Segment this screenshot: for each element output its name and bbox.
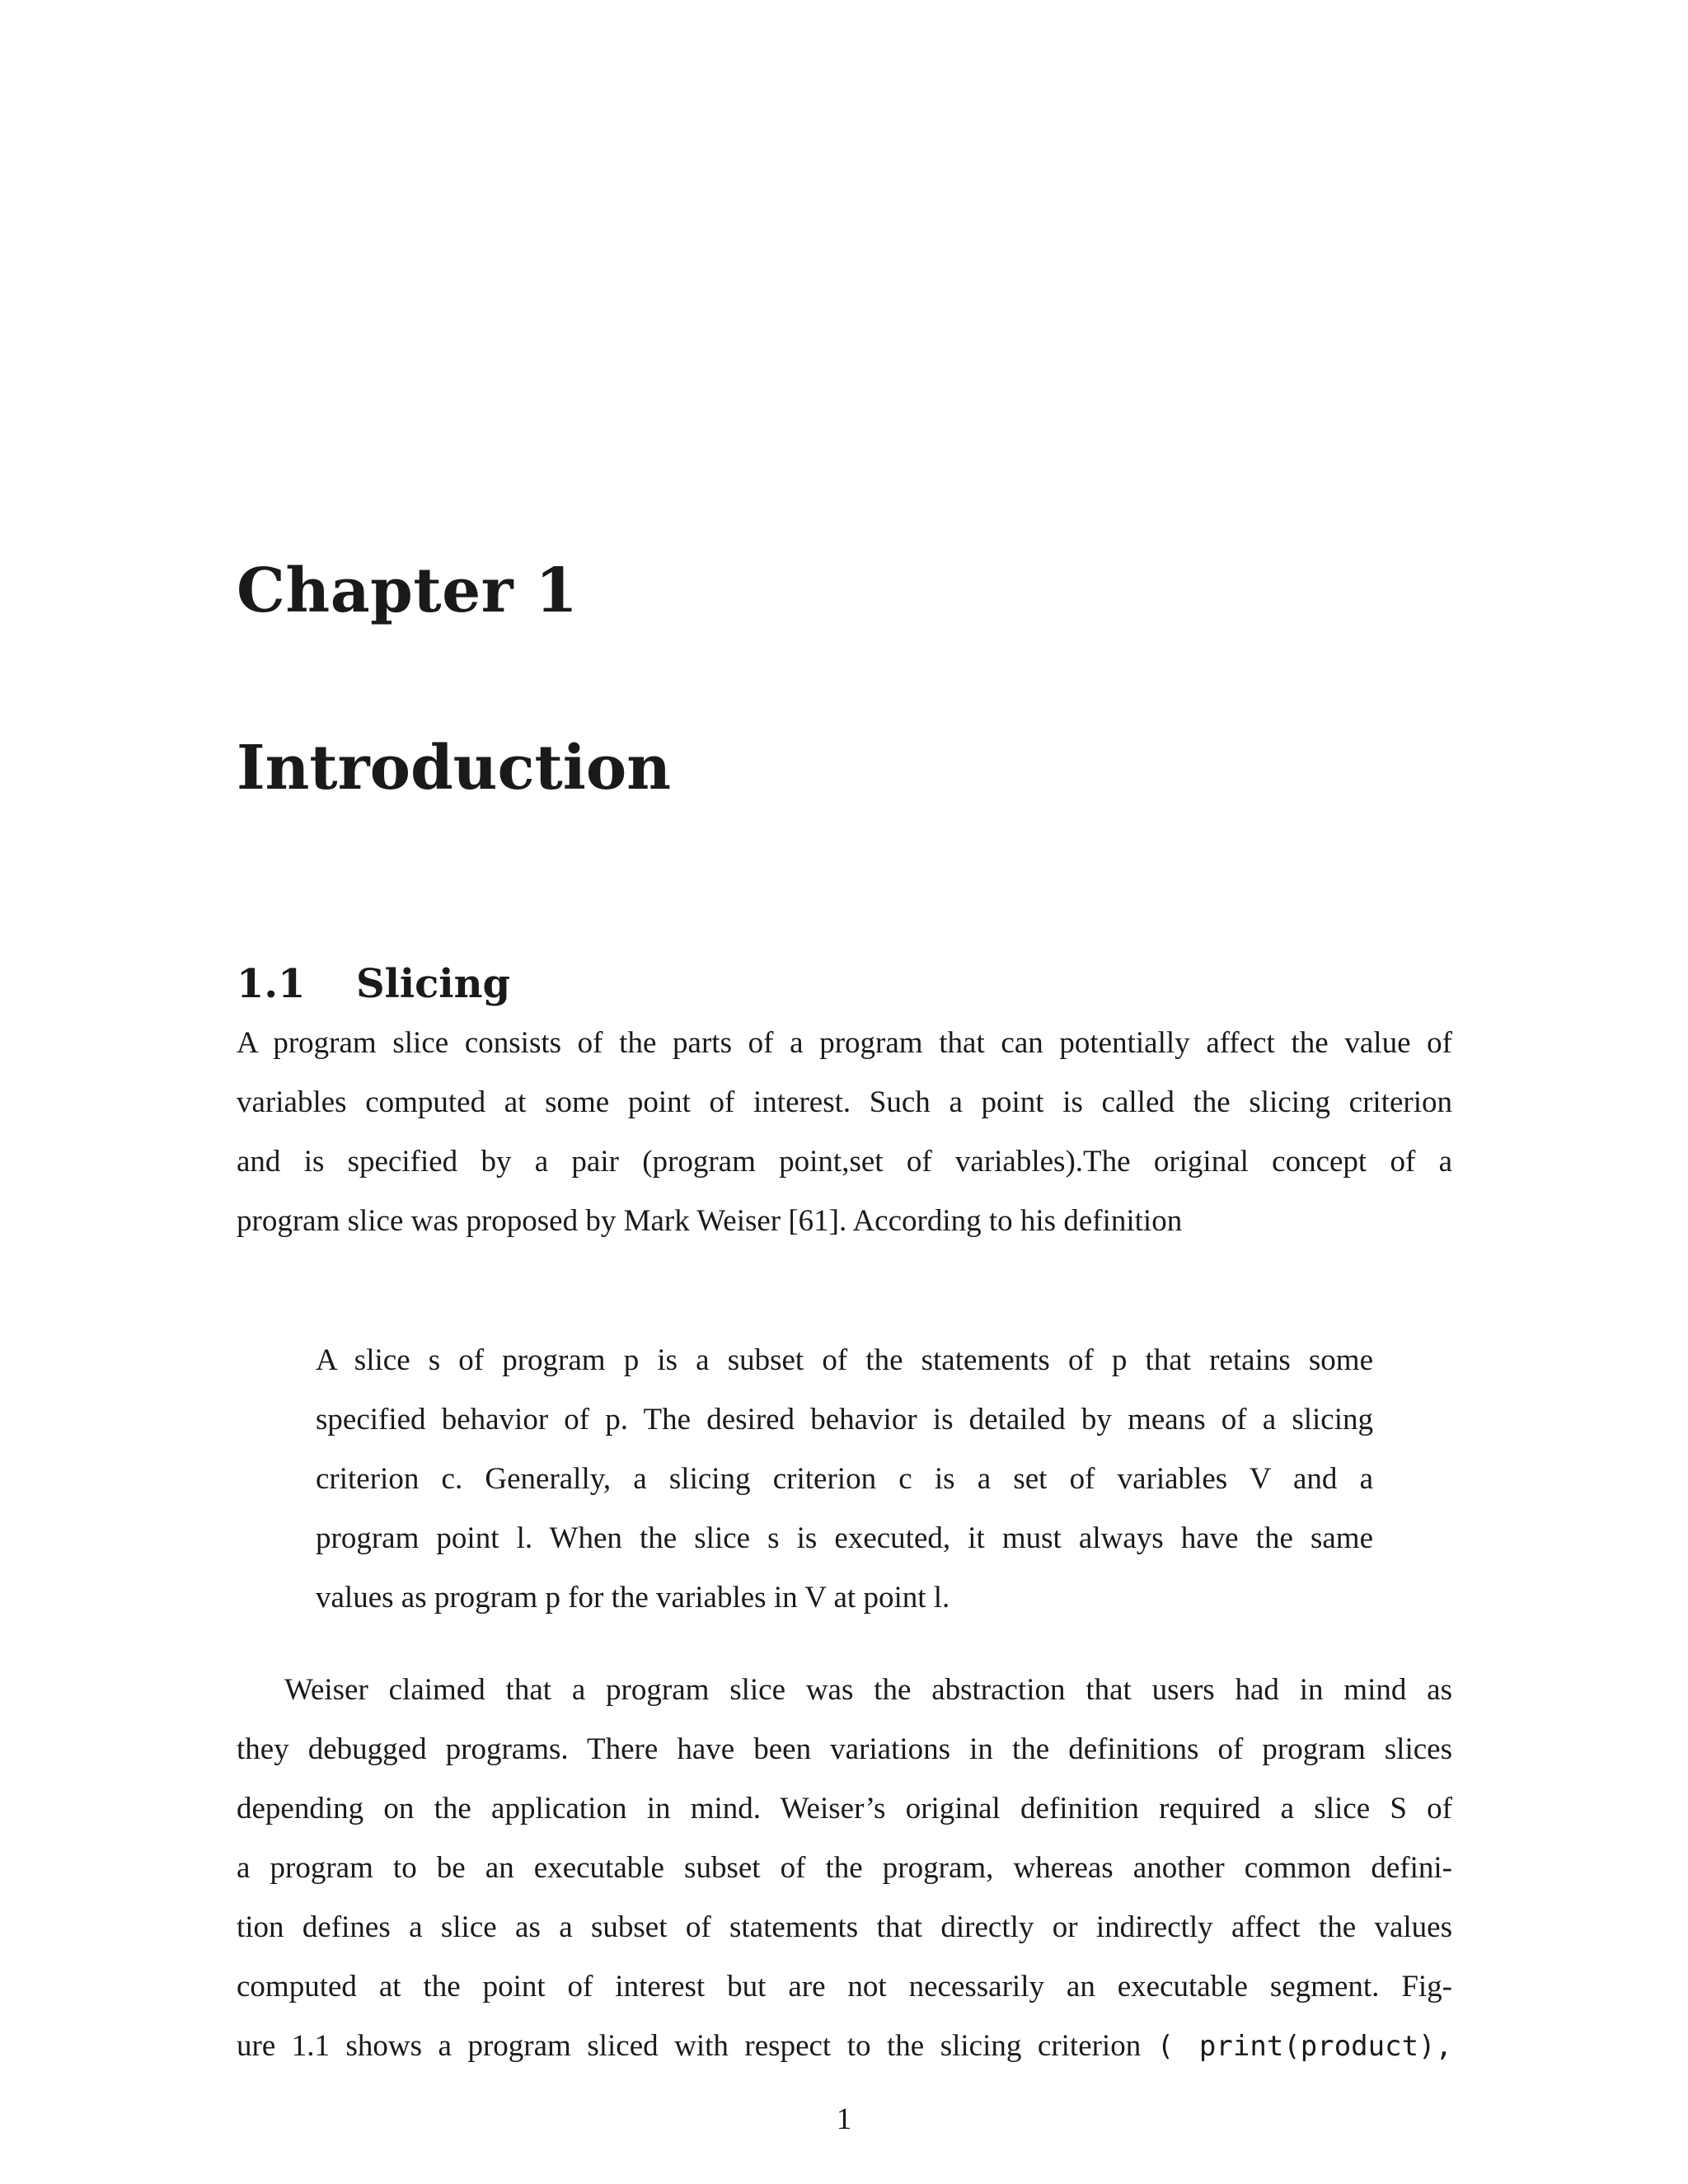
chapter-title: Introduction	[237, 733, 671, 804]
chapter-label: Chapter 1	[237, 555, 579, 626]
text-line: depending on the application in mind. Weiser’s original definition required a slice S of	[237, 1792, 1452, 1825]
text-line: A program slice consists of the parts of a program that can potentially affect the value of	[237, 1026, 1452, 1060]
text-line: Weiser claimed that a program slice was the abstraction that users had in mind as	[284, 1673, 1452, 1707]
section-heading	[237, 961, 511, 1007]
quote-line: specified behavior of p. The desired behavior is detailed by means of a slicing	[316, 1403, 1373, 1436]
paragraph-intro	[237, 1014, 1452, 1251]
section-title: Slicing	[356, 961, 511, 1007]
quote-line: A slice s of program p is a subset of the statements of p that retains some	[316, 1343, 1373, 1377]
text-line: and is specified by a pair (program point,set of variables).The original concept of a	[237, 1145, 1452, 1179]
code-fragment: ( print(product),	[1156, 2030, 1452, 2063]
text-line: a program to be an executable subset of the program, whereas another common defini-	[237, 1851, 1452, 1885]
text-fragment: ure 1.1 shows a program sliced with respect to the slicing criterion	[237, 2029, 1142, 2063]
quote-line: program point l. When the slice s is executed, it must always have the same	[316, 1521, 1373, 1555]
text-line: tion defines a slice as a subset of statements that directly or indirectly affect the values	[237, 1910, 1452, 1944]
definition-quote	[316, 1331, 1373, 1628]
section-number: 1.1	[237, 961, 306, 1007]
text-line: computed at the point of interest but are not necessarily an executable segment. Fig-	[237, 1970, 1452, 2004]
quote-line: criterion c. Generally, a slicing criterion c is a set of variables V and a	[316, 1462, 1373, 1496]
page-number: 1	[836, 2102, 852, 2136]
text-line-with-code	[237, 2017, 1452, 2076]
paragraph-weiser	[237, 1661, 1452, 2076]
text-line: program slice was proposed by Mark Weiser [61]. According to his definition	[237, 1204, 1183, 1238]
text-line: variables computed at some point of interest. Such a point is called the slicing criterion	[237, 1085, 1452, 1119]
quote-line: values as program p for the variables in V at point l.	[316, 1581, 950, 1615]
text-line: they debugged programs. There have been variations in the definitions of program slices	[237, 1732, 1452, 1766]
